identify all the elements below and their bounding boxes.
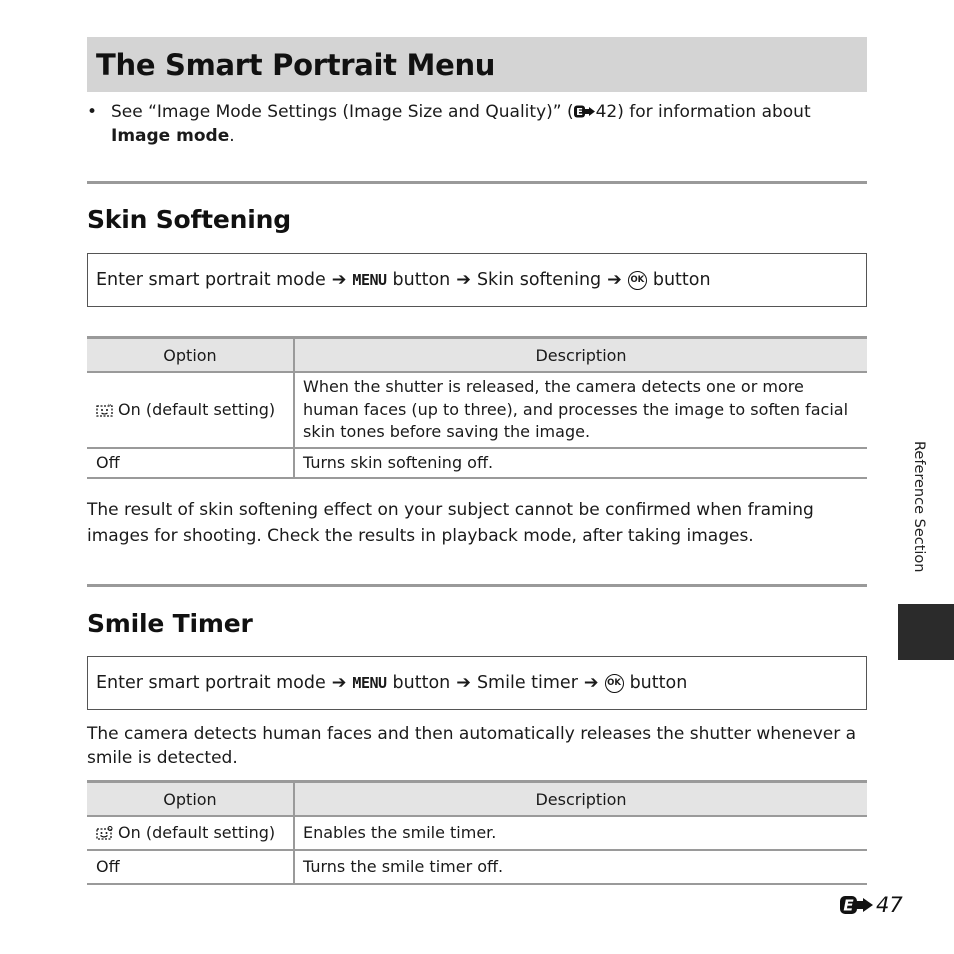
table-row bbox=[87, 850, 867, 884]
header-option: Option bbox=[87, 338, 294, 373]
arrow-icon: ➔ bbox=[456, 673, 471, 693]
svg-text:E: E bbox=[843, 896, 854, 915]
page-title-bar bbox=[87, 37, 867, 92]
arrow-icon: ➔ bbox=[331, 270, 347, 290]
arrow-icon: ➔ bbox=[456, 270, 471, 290]
table-row bbox=[87, 816, 867, 850]
section-thumb-tab bbox=[898, 604, 954, 660]
smile-timer-icon bbox=[96, 826, 113, 840]
option-cell: On (default setting) bbox=[87, 816, 294, 850]
skin-softening-table bbox=[87, 336, 867, 479]
header-description: Description bbox=[294, 782, 867, 817]
arrow-icon: ➔ bbox=[583, 673, 599, 693]
option-cell: On (default setting) bbox=[87, 372, 294, 448]
intro-text: See “Image Mode Settings (Image Size and Quality)” ( E 42) for information about Image mode. bbox=[111, 102, 811, 146]
bullet-marker: • bbox=[87, 102, 98, 122]
image-mode-term: Image mode bbox=[111, 126, 230, 146]
skin-softening-nav-path: Enter smart portrait mode ➔ MENU button ➔ Skin softening ➔ OK button bbox=[87, 253, 867, 307]
skin-softening-note: The result of skin softening effect on your subject cannot be confirmed when framing images for shooting. Check the results in playback mode, after taking images. bbox=[87, 500, 814, 546]
intro-bullet bbox=[87, 100, 872, 148]
table-row bbox=[87, 448, 867, 479]
table-row bbox=[87, 372, 867, 448]
description-cell: Turns skin softening off. bbox=[294, 448, 867, 479]
smile-timer-nav-path: Enter smart portrait mode ➔ MENU button ➔ Smile timer ➔ OK button bbox=[87, 656, 867, 710]
table-header-row bbox=[87, 338, 867, 373]
header-description: Description bbox=[294, 338, 867, 373]
skin-softening-icon bbox=[96, 403, 113, 417]
smile-timer-section bbox=[87, 609, 253, 638]
menu-button-icon: MENU bbox=[352, 271, 387, 289]
smile-timer-intro: The camera detects human faces and then automatically releases the shutter whenever a smile is detected. bbox=[87, 724, 857, 768]
option-cell: Off bbox=[87, 850, 294, 884]
side-section-label: Reference Section bbox=[911, 441, 927, 573]
smile-timer-table bbox=[87, 780, 867, 885]
arrow-icon: ➔ bbox=[331, 673, 347, 693]
section-divider bbox=[87, 181, 867, 184]
description-cell: When the shutter is released, the camera detects one or more human faces (up to three), and processes the image to soften facial skin tones before saving the image. bbox=[294, 372, 867, 448]
page-number: E 47 bbox=[840, 893, 903, 917]
description-cell: Turns the smile timer off. bbox=[294, 850, 867, 884]
option-cell: Off bbox=[87, 448, 294, 479]
smile-timer-heading: Smile Timer bbox=[87, 609, 253, 638]
description-cell: Enables the smile timer. bbox=[294, 816, 867, 850]
section-divider bbox=[87, 584, 867, 587]
arrow-icon: ➔ bbox=[607, 270, 622, 290]
ok-button-icon: OK bbox=[628, 271, 647, 290]
reference-page-icon bbox=[574, 105, 596, 118]
header-option: Option bbox=[87, 782, 294, 817]
ok-button-icon: OK bbox=[605, 674, 624, 693]
skin-softening-heading: Skin Softening bbox=[87, 205, 291, 234]
skin-softening-section bbox=[87, 205, 291, 234]
page-title: The Smart Portrait Menu bbox=[96, 47, 496, 82]
reference-page-icon bbox=[840, 895, 874, 915]
table-header-row bbox=[87, 782, 867, 817]
svg-text:E: E bbox=[575, 107, 583, 118]
menu-button-icon: MENU bbox=[352, 674, 387, 692]
